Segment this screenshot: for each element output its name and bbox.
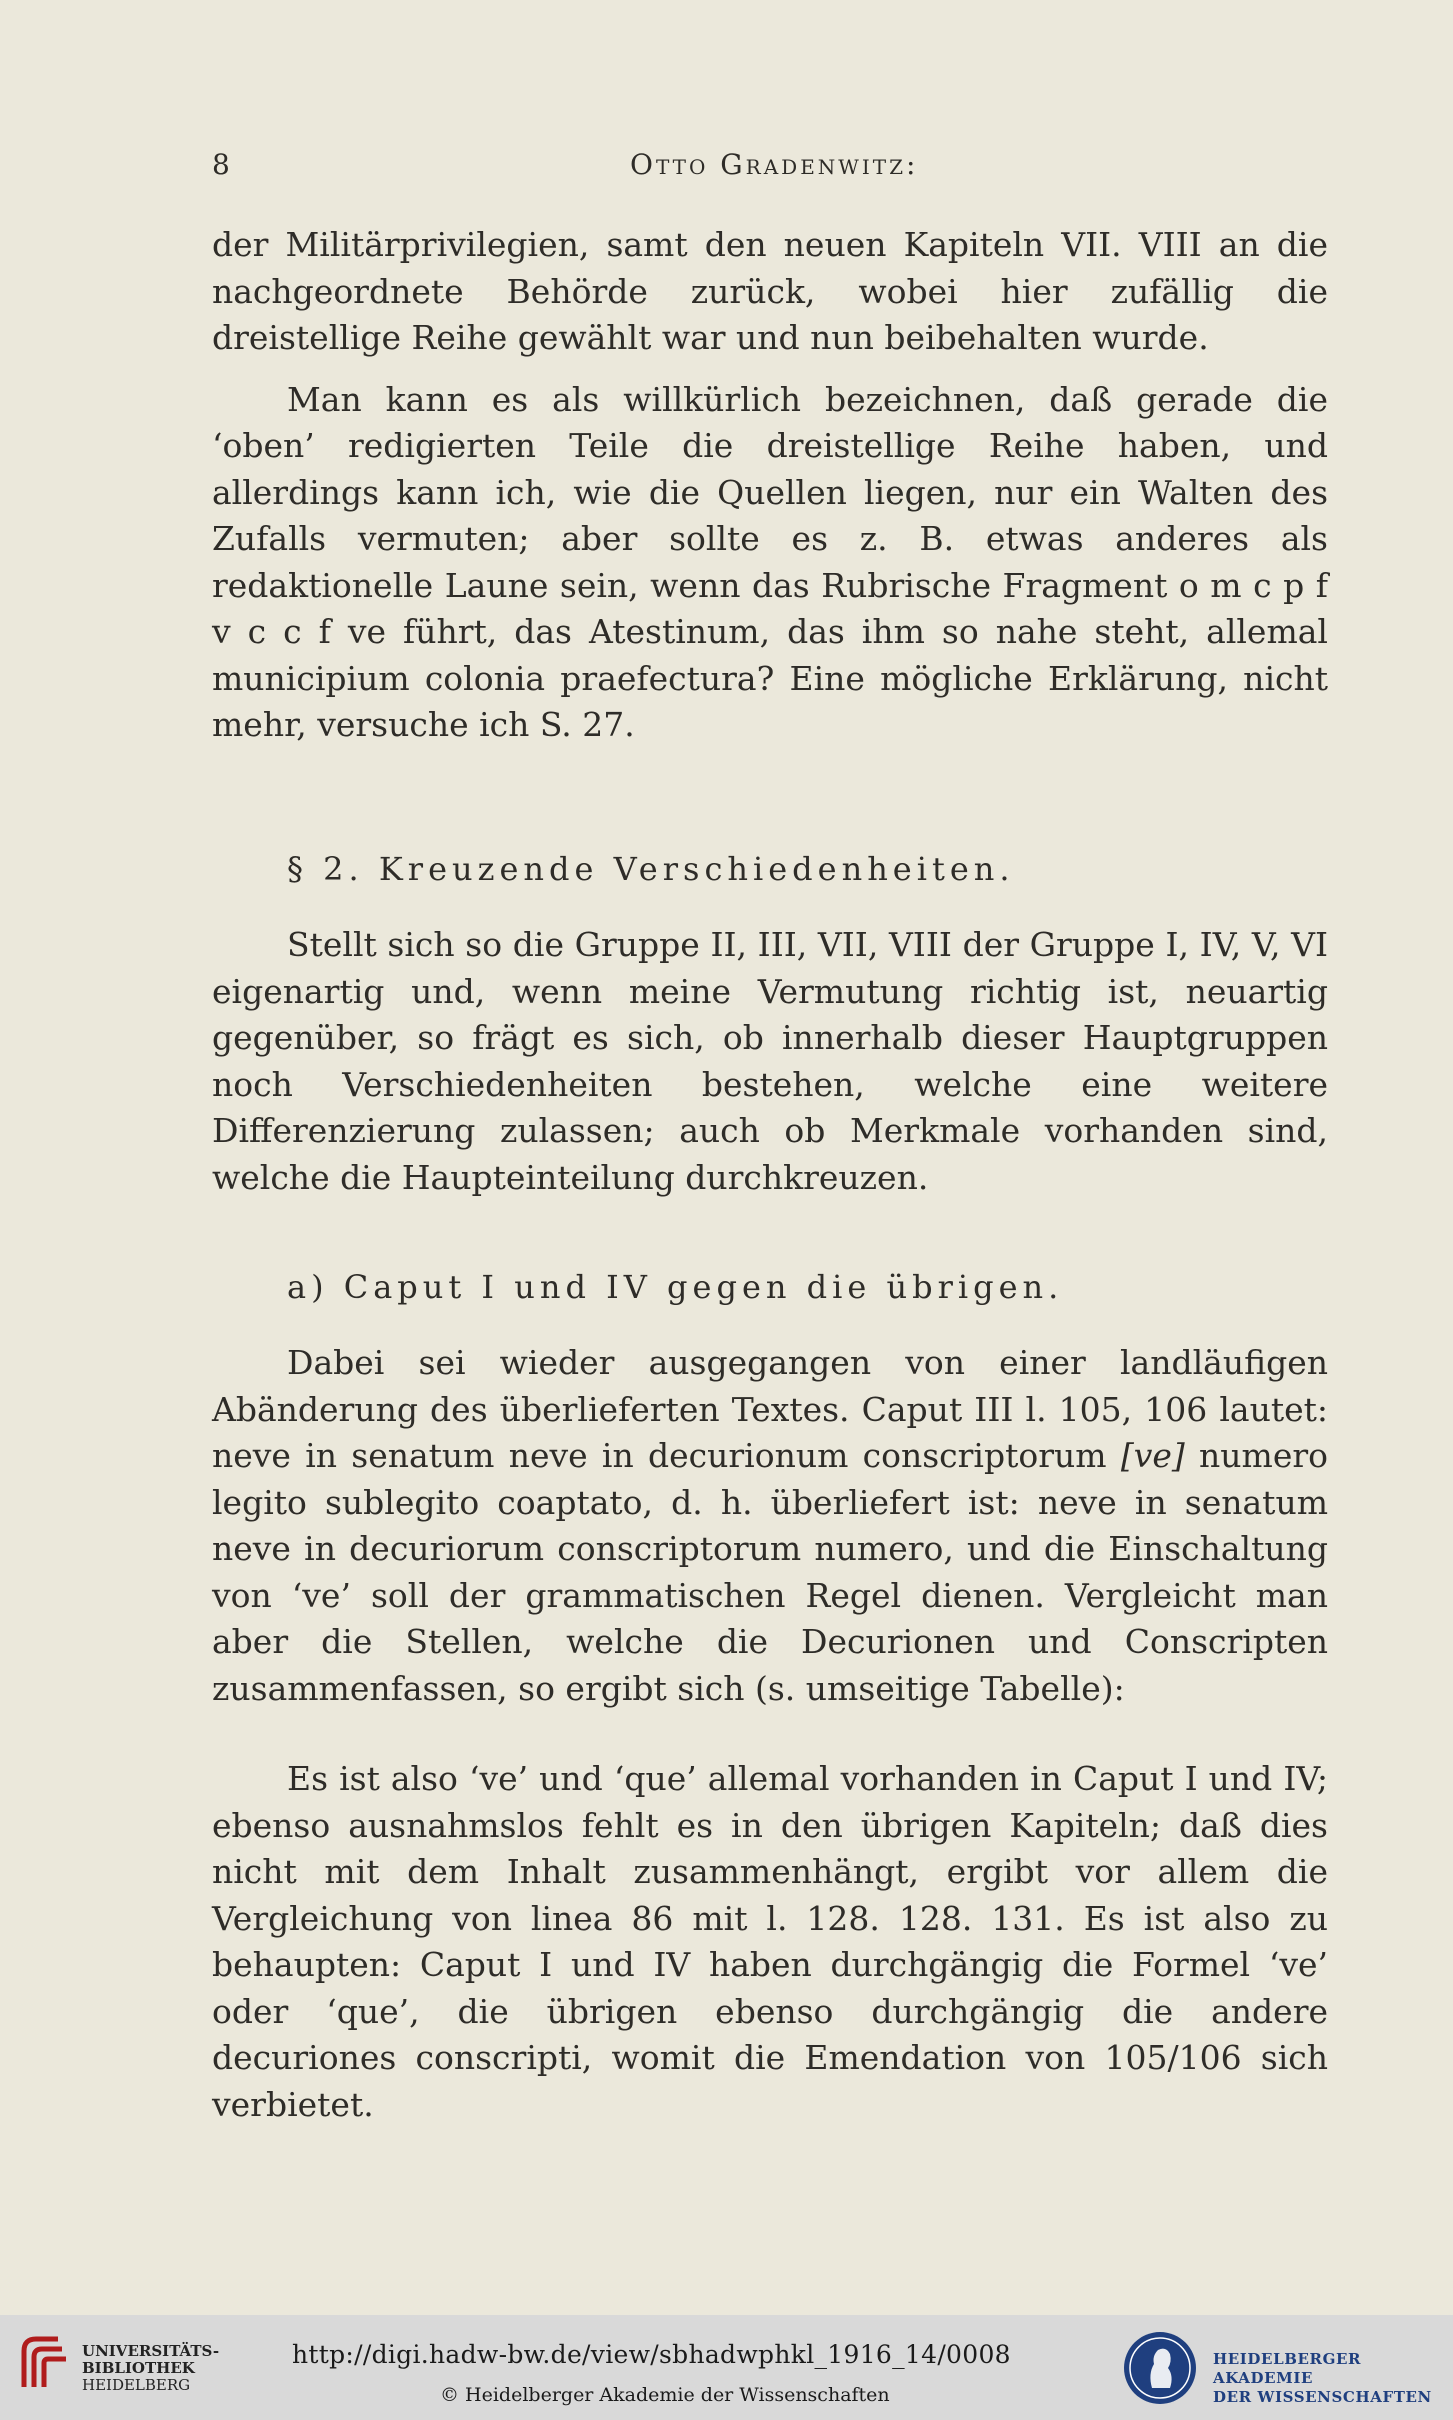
running-head-author: Otto Gradenwitz: [630,148,919,181]
subsection-heading: a) Caput I und IV gegen die übrigen. [287,1268,1064,1306]
library-line-3: HEIDELBERG [82,2376,191,2394]
running-head [212,148,1328,188]
paragraph-gruppe: Stellt sich so die Gruppe II, III, VII, VIII der Gruppe I, IV, V, VI eigenartig und, wenn meine Vermutung richtig ist, neuartig gegenüber, so frägt es sich, ob innerhalb dieser Hauptgruppen noch Verschiedenheiten bestehen, welche eine weitere Differenzierung zulassen; auch ob Merkmale vorhanden sind, welche die Haupteinteilung durchkreuzen. [212,925,1328,1197]
paragraph-caput [212,1340,1328,1712]
section-heading: § 2. Kreuzende Verschiedenheiten. [287,850,1015,888]
paragraph-conclusion: Es ist also ‘ve’ und ‘que’ allemal vorhanden in Caput I und IV; ebenso ausnahmslos fehlt es in den übrigen Kapiteln; daß dies nicht mit dem Inhalt zusammenhängt, ergibt vor allem die Vergleichung von linea 86 mit l. 128. 128. 131. Es ist also zu behaupten: Caput I und IV haben durchgängig die Formel ‘ve’ oder ‘que’, die übrigen ebenso durchgängig die andere decuriones conscripti, womit die Emendation von 105/106 sich verbietet. [212,1759,1328,2124]
library-line-1: UNIVERSITÄTS- [82,2342,220,2360]
conclusion-text [212,1756,1328,2128]
paragraph-caput-end: numero legito sublegito coaptato, d. h. überliefert ist: neve in senatum neve in decuriorum conscriptorum numero, und die Einschaltung von ‘ve’ soll der grammatischen Regel dienen. Vergleicht man aber die Stellen, welche die Decurionen und Conscripten zusammenfassen, so ergibt sich (s. umseitige Tabelle): [212,1436,1328,1708]
intro-text [212,222,1328,749]
page-number: 8 [212,148,230,181]
academy-name [1213,2350,1453,2407]
academy-line-2: DER WISSENSCHAFTEN [1213,2388,1432,2406]
academy-seal-icon [1122,2330,1198,2406]
library-line-2: BIBLIOTHEK [82,2359,195,2377]
paragraph-caput-start: Dabei sei wieder ausgegangen von einer landläufigen Abänderung des überlieferten Textes. Caput III l. 105, 106 lautet: neve in senatum neve in decurionum conscriptorum [212,1343,1328,1475]
permalink-url[interactable]: http://digi.hadw-bw.de/view/sbhadwphkl_1916_14/0008 [292,2340,1011,2369]
paragraph-continuation: der Militärprivilegien, samt den neuen Kapiteln VII. VIII an die nachgeordnete Behörde zurück, wobei hier zufällig die dreistellige Reihe gewählt war und nun beibehalten wurde. [212,225,1328,357]
copyright-notice: © Heidelberger Akademie der Wissenschaften [440,2384,890,2406]
emphasis-ve: [ve] [1120,1436,1185,1475]
academy-line-1: HEIDELBERGER AKADEMIE [1213,2350,1362,2387]
section-text [212,922,1328,1201]
university-library-name [82,2343,219,2394]
subsection-text [212,1340,1328,1712]
university-library-logo-icon [18,2333,70,2391]
paragraph-oben: Man kann es als willkürlich bezeichnen, daß gerade die ‘oben’ redigierten Teile die dreistellige Reihe haben, und allerdings kann ich, wie die Quellen liegen, nur ein Walten des Zufalls vermuten; aber sollte es z. B. etwas anderes als redaktionelle Laune sein, wenn das Rubrische Fragment o m c p f v c c f ve führt, das Atestinum, das ihm so nahe steht, allemal municipium colonia praefectura? Eine mögliche Erklärung, nicht mehr, versuche ich S. 27. [212,379,1328,744]
